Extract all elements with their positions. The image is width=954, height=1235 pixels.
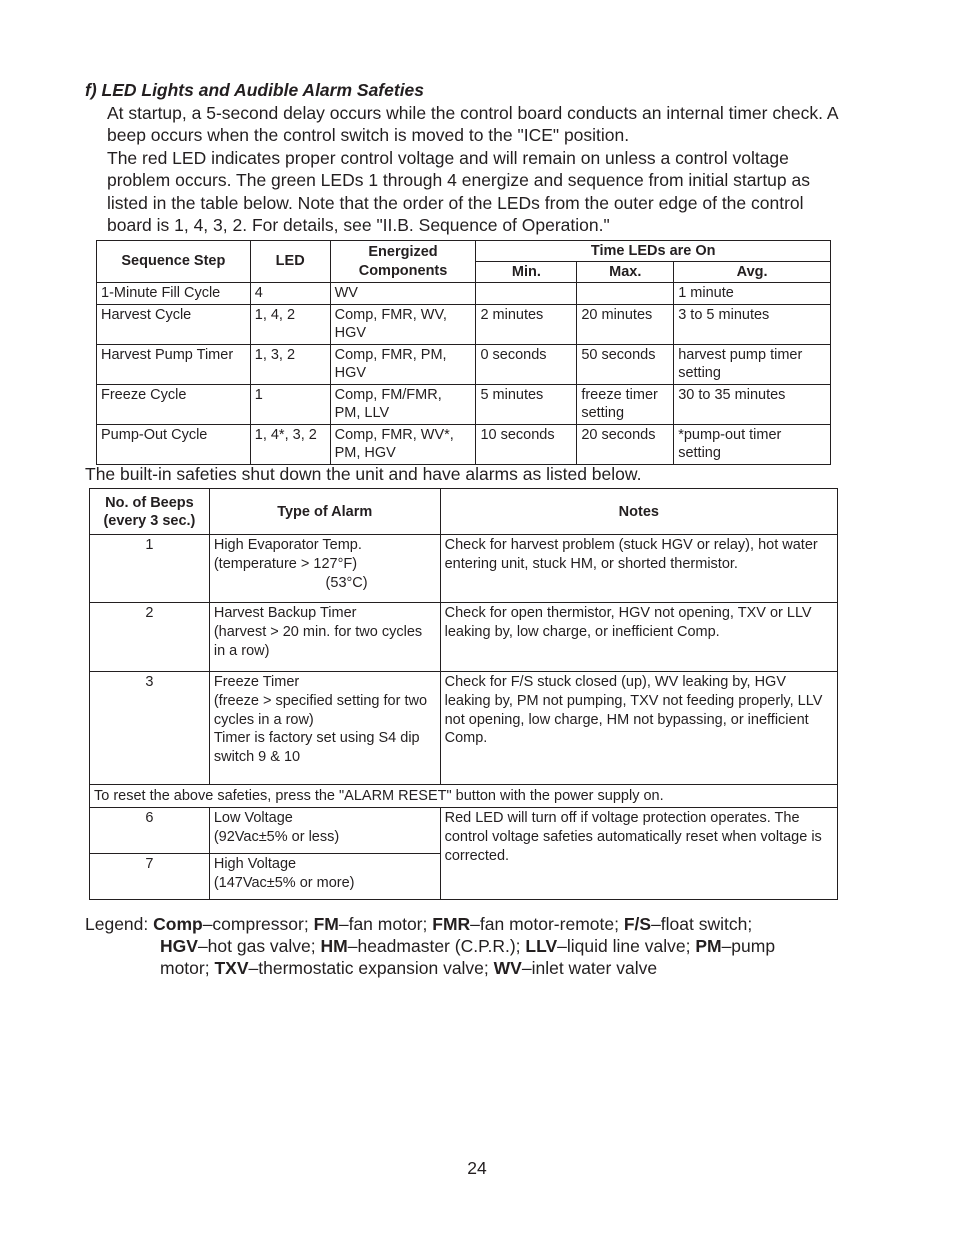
legend-line — [85, 914, 825, 936]
cell-notes: Check for harvest problem (stuck HGV or relay), hot water entering unit, stuck HM, or shorted thermistor. — [440, 535, 837, 603]
legend-label: Legend: — [85, 914, 154, 934]
legend-abbr: HGV — [160, 935, 198, 956]
cell-avg: 3 to 5 minutes — [674, 304, 831, 344]
header-led: LED — [250, 241, 330, 283]
table-row — [97, 424, 831, 464]
cell-min: 10 seconds — [476, 424, 577, 464]
alarm-type-line: (53°C) — [325, 574, 368, 591]
alarm-type-line: High Evaporator Temp. — [213, 537, 362, 553]
cell-min: 0 seconds — [476, 344, 577, 384]
cell-max: freeze timer setting — [577, 384, 674, 424]
safeties-intro-text: The built-in safeties shut down the unit and have alarms as listed below. — [85, 464, 642, 484]
legend-abbr: LLV — [525, 935, 558, 956]
table-row — [90, 535, 838, 603]
cell-step: Harvest Pump Timer — [97, 344, 251, 384]
header-number-of-beeps: No. of Beeps (every 3 sec.) — [90, 489, 210, 535]
legend-abbr: WV — [493, 957, 522, 978]
cell-max: 50 seconds — [577, 344, 674, 384]
cell-max: 20 minutes — [577, 304, 674, 344]
page-number: 24 — [467, 1158, 487, 1178]
table-row — [90, 672, 838, 785]
intro-text — [107, 102, 847, 236]
alarm-type-line: High Voltage — [213, 856, 297, 872]
alarm-type-line: (harvest > 20 min. for two cycles in a row) — [213, 623, 423, 659]
legend-abbr: Comp — [153, 914, 203, 934]
header-time-leds-on: Time LEDs are On — [476, 241, 831, 262]
cell-min: 2 minutes — [476, 304, 577, 344]
legend-desc: –fan motor; — [338, 914, 433, 934]
cell-beeps: 6 — [90, 808, 210, 854]
cell-avg: harvest pump timer setting — [674, 344, 831, 384]
header-energized-components: Energized Components — [330, 241, 476, 283]
table-row — [97, 384, 831, 424]
header-max: Max. — [577, 262, 674, 283]
header-avg: Avg. — [674, 262, 831, 283]
cell-notes: Check for open thermistor, HGV not opening, TXV or LLV leaking by, low charge, or inefficient Comp. — [440, 603, 837, 672]
cell-step: Pump-Out Cycle — [97, 424, 251, 464]
intro-paragraph-1: At startup, a 5-second delay occurs while the control board conducts an internal timer check. A beep occurs when the control switch is moved to the "ICE" position. — [107, 103, 838, 146]
section-title: f) LED Lights and Audible Alarm Safeties — [85, 80, 425, 100]
table-row — [90, 808, 838, 854]
cell-max: 20 seconds — [577, 424, 674, 464]
table-row — [97, 304, 831, 344]
cell-alarm-type — [209, 808, 440, 854]
cell-components: WV — [330, 283, 476, 305]
reset-note: To reset the above safeties, press the "ALARM RESET" button with the power supply on. — [90, 785, 838, 808]
cell-alarm-type — [209, 672, 440, 785]
alarm-type-line: Harvest Backup Timer — [213, 605, 357, 621]
legend-desc: –headmaster (C.P.R.); — [347, 935, 526, 956]
cell-alarm-type — [209, 854, 440, 900]
cell-led: 1 — [250, 384, 330, 424]
header-min: Min. — [476, 262, 577, 283]
cell-avg: 1 minute — [674, 283, 831, 305]
table-row — [97, 344, 831, 384]
legend-line — [85, 936, 825, 980]
cell-step: Harvest Cycle — [97, 304, 251, 344]
legend-desc: –liquid line valve; — [557, 935, 696, 956]
alarm-type-line: Low Voltage — [213, 810, 293, 826]
legend-desc: –float switch; — [651, 914, 753, 934]
cell-components: Comp, FMR, PM, HGV — [330, 344, 476, 384]
cell-components: Comp, FM/FMR, PM, LLV — [330, 384, 476, 424]
cell-beeps: 7 — [90, 854, 210, 900]
alarm-type-line: Timer is factory set using S4 dip switch 9 & 10 — [213, 730, 420, 766]
cell-max — [577, 283, 674, 305]
cell-min: 5 minutes — [476, 384, 577, 424]
cell-step: 1-Minute Fill Cycle — [97, 283, 251, 305]
cell-notes: Red LED will turn off if voltage protection operates. The control voltage safeties automatically reset when voltage is corrected. — [440, 808, 837, 900]
cell-alarm-type — [209, 603, 440, 672]
alarm-type-line: Freeze Timer — [213, 674, 300, 690]
cell-notes: Check for F/S stuck closed (up), WV leaking by, HGV leaking by, PM not pumping, TXV not feeding properly, LLV not opening, low charge, HM not bypassing, or inefficient Comp. — [440, 672, 837, 785]
cell-avg: 30 to 35 minutes — [674, 384, 831, 424]
legend-abbr: F/S — [623, 914, 652, 934]
cell-led: 1, 4*, 3, 2 — [250, 424, 330, 464]
cell-led: 1, 3, 2 — [250, 344, 330, 384]
legend-abbr: PM — [695, 935, 722, 956]
header-notes: Notes — [440, 489, 837, 535]
cell-led: 4 — [250, 283, 330, 305]
cell-led: 1, 4, 2 — [250, 304, 330, 344]
led-sequence-table — [96, 240, 831, 465]
legend-abbr: TXV — [214, 957, 249, 978]
legend — [85, 914, 825, 979]
legend-desc: –thermostatic expansion valve; — [248, 957, 494, 978]
legend-desc: –inlet water valve — [521, 957, 658, 978]
cell-beeps: 3 — [90, 672, 210, 785]
cell-min — [476, 283, 577, 305]
legend-desc: –compressor; — [202, 914, 314, 934]
cell-avg: *pump-out timer setting — [674, 424, 831, 464]
cell-beeps: 1 — [90, 535, 210, 603]
legend-abbr: FMR — [432, 914, 471, 934]
cell-beeps: 2 — [90, 603, 210, 672]
alarm-type-line: (147Vac±5% or more) — [213, 874, 355, 891]
intro-paragraph-2: The red LED indicates proper control voltage and will remain on unless a control voltage problem occurs. The green LEDs 1 through 4 energize and sequence from initial startup as listed in the table below. Note that the order of the LEDs from the outer edge of the control board is 1, 4, 3, 2. For details, see "II.B. Sequence of Operation." — [107, 147, 810, 236]
alarm-type-line: (freeze > specified setting for two cycles in a row) — [213, 692, 428, 728]
cell-components: Comp, FMR, WV, HGV — [330, 304, 476, 344]
cell-components: Comp, FMR, WV*, PM, HGV — [330, 424, 476, 464]
table-row — [90, 785, 838, 808]
legend-desc: –pump motor; — [160, 935, 776, 978]
alarm-table — [89, 488, 838, 900]
alarm-type-line: (92Vac±5% or less) — [213, 828, 340, 845]
legend-abbr: HM — [320, 935, 348, 956]
table-row — [90, 603, 838, 672]
alarm-type-line: (temperature > 127°F) — [213, 555, 358, 572]
header-type-of-alarm: Type of Alarm — [209, 489, 440, 535]
header-sequence-step: Sequence Step — [97, 241, 251, 283]
table-row — [97, 283, 831, 305]
legend-desc: –hot gas valve; — [197, 935, 321, 956]
legend-desc: –fan motor-remote; — [470, 914, 624, 934]
cell-alarm-type — [209, 535, 440, 603]
cell-step: Freeze Cycle — [97, 384, 251, 424]
legend-abbr: FM — [313, 914, 339, 934]
